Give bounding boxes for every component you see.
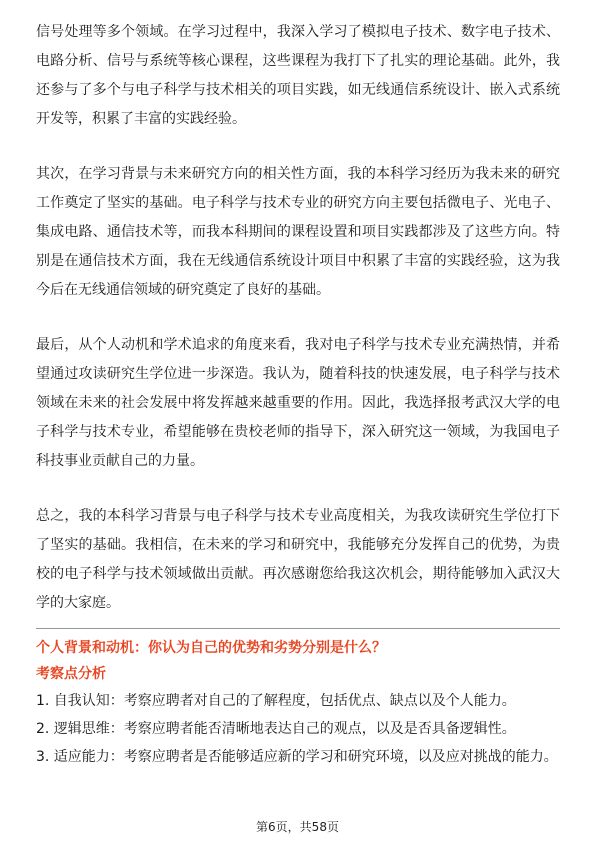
question-heading: 个人背景和动机：你认为自己的优势和劣势分别是什么？	[36, 640, 386, 656]
page-content	[36, 18, 560, 771]
paragraph-background: 信号处理等多个领域。在学习过程中，我深入学习了模拟电子技术、数字电子技术、电路分析、信号与系统等核心课程，这些课程为我打下了扎实的理论基础。此外，我还参与了多个与电子科学与技术相关的项目实践，如无线通信系统设计、嵌入式系统开发等，积累了丰富的实践经验。	[36, 24, 560, 127]
paragraph-relevance: 其次，在学习背景与未来研究方向的相关性方面，我的本科学习经历为我未来的研究工作奠定了坚实的基础。电子科学与技术专业的研究方向主要包括微电子、光电子、集成电路、通信技术等，而我本科期间的课程设置和项目实践都涉及了这些方向。特别是在通信技术方面，我在无线通信系统设计项目中积累了丰富的实践经验，这为我今后在无线通信领域的研究奠定了良好的基础。	[36, 166, 560, 298]
analysis-point-adaptability: 3. 适应能力：考察应聘者是否能够适应新的学习和研究环境，以及应对挑战的能力。	[36, 749, 558, 765]
paragraph-motivation: 最后，从个人动机和学术追求的角度来看，我对电子科学与技术专业充满热情，并希望通过攻读研究生学位进一步深造。我认为，随着科技的快速发展，电子科学与技术领域在未来的社会发展中将发挥越来越重要的作用。因此，我选择报考武汉大学的电子科学与技术专业，希望能够在贵校老师的指导下，深入研究这一领域，为我国电子科技事业贡献自己的力量。	[36, 337, 560, 469]
analysis-point-self-awareness: 1. 自我认知：考察应聘者对自己的了解程度，包括优点、缺点以及个人能力。	[36, 693, 516, 709]
section-divider	[36, 628, 560, 629]
paragraph-conclusion: 总之，我的本科学习背景与电子科学与技术专业高度相关，为我攻读研究生学位打下了坚实的基础。我相信，在未来的学习和研究中，我能够充分发挥自己的优势，为贵校的电子科学与技术领域做出贡献。再次感谢您给我这次机会，期待能够加入武汉大学的大家庭。	[36, 508, 560, 611]
analysis-heading: 考察点分析	[36, 666, 106, 682]
analysis-points	[36, 687, 560, 771]
analysis-point-logic: 2. 逻辑思维：考察应聘者能否清晰地表达自己的观点，以及是否具备逻辑性。	[36, 721, 516, 737]
page-number: 第6页，共58页	[256, 820, 339, 834]
